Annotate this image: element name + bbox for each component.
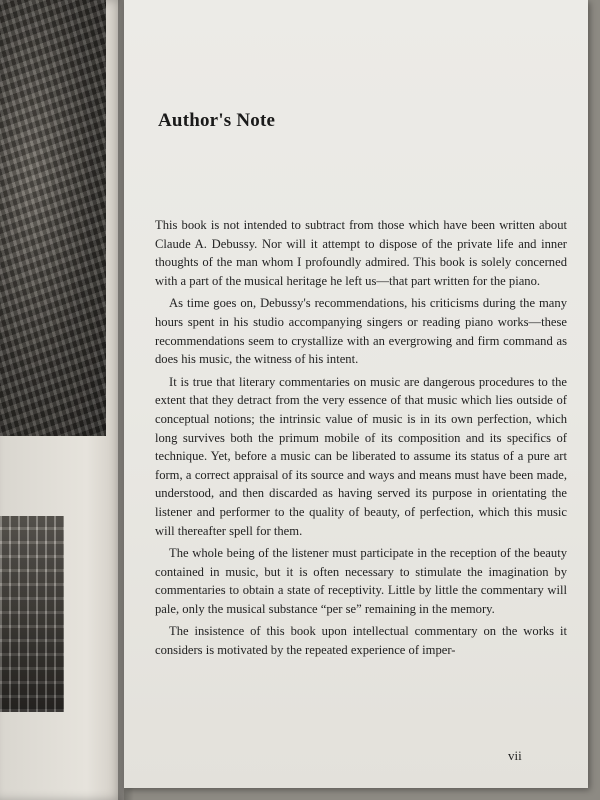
cathedral-facade-photo xyxy=(0,516,64,712)
paragraph: It is true that literary commentaries on music are dangerous procedures to the extent that they detract from the very essence of that music which lies outside of conceptual notions; the intrinsic value of music is in its own perfection, which long survives both the primum mobile of its composition and its specifics of technique. Yet, before a music can be liberated to assume its status of a pure art form, a correct appraisal of its source and ways and means must have been made, understood, and then discarded as having served its purpose in orientating the listener and performer to the quality of beauty, of perfection, which this music will thereafter spell for them. xyxy=(155,374,567,538)
paragraph: As time goes on, Debussy's recommendations, his criticisms during the many hours spent in his studio accompanying singers or reading piano works—these recommendations seem to crystallize with an evergrowing and firm command as does his music, the witness of his intent. xyxy=(155,296,567,367)
page-number: vii xyxy=(508,748,522,763)
cathedral-portal-photo xyxy=(0,0,106,436)
paragraph: This book is not intended to subtract from those which have been written about Claude A. Debussy. Nor will it attempt to dispose of the private life and inner thoughts of the man whom I profoundly admired. This book is solely concerned with a part of the musical heritage he left us—that part written for the piano. xyxy=(155,218,567,288)
page-heading: Author's Note xyxy=(158,110,276,131)
body-text xyxy=(155,216,567,664)
facing-page xyxy=(0,0,124,800)
paragraph: The insistence of this book upon intellectual commentary on the works it considers is motivated by the repeated experience of imper- xyxy=(155,624,567,658)
paragraph: The whole being of the listener must participate in the reception of the beauty contained in music, but it is often necessary to stimulate the imagination by commentaries to obtain a state of receptivity. Little by little the commentary will pale, only the musical substance “per se” remaining in the memory. xyxy=(155,546,567,616)
text-page xyxy=(124,0,588,788)
